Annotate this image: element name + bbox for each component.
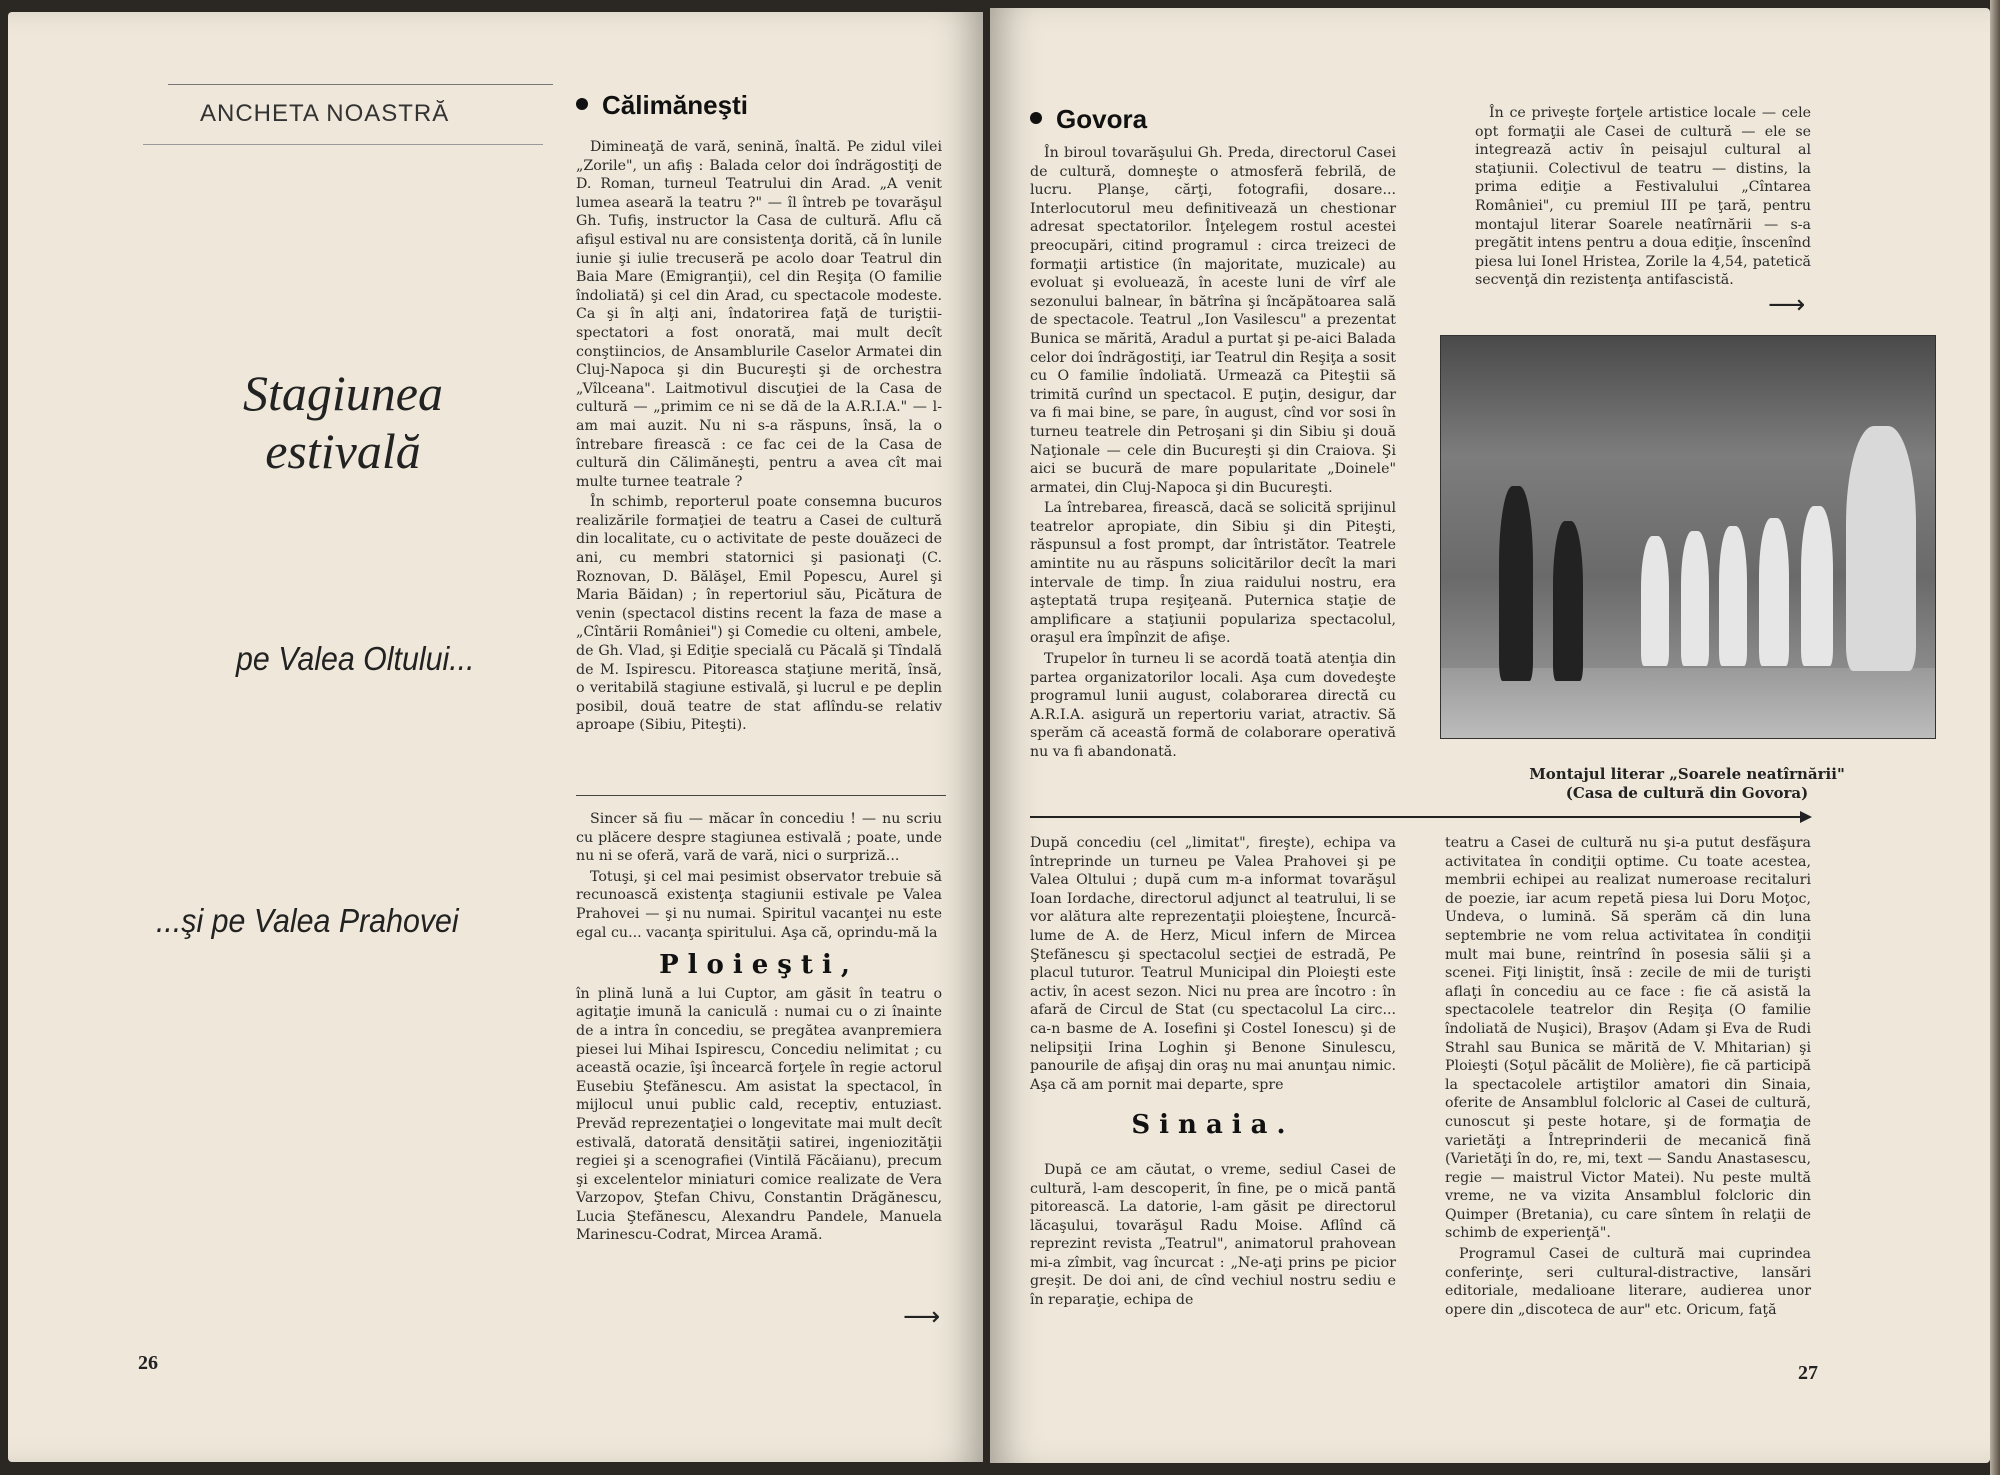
page-number-right: 27 (1798, 1362, 1818, 1384)
caption-line: (Casa de cultură din Govora) (1565, 784, 1809, 802)
subtitle-olt: pe Valea Oltului... (236, 640, 475, 677)
section-heading-govora: Govora (1030, 104, 1147, 135)
section-heading-calimanesti: Călimăneşti (576, 90, 748, 121)
section-heading-sinaia: Sinaia. (1131, 1110, 1295, 1141)
paragraph: teatru a Casei de cultură nu şi-a putut desfăşura activitatea în condiţii optime. Cu toate acestea, membrii echipei au realizat numeroase recitaluri de poezie, iar acum repetă piesa lui Doru Moţoc, Undeva, o lumină. Să sperăm că din luna septembrie ne vom relua activitatea în condiţii mult mai bune, reintrînd în posesia sălii şi a scenei. Fiţi liniştit, însă : zecile de mii de turişti aflaţi în concediu au ce face : fie că asistă la spectacolele teatrelor din Reşiţa (O familie îndoliată de Nuşici), Braşov (Adam şi Eva de Rudi Strahl sau Bunica se mărită de V. Mhitarian) şi Ploieşti (Soţul păcălit de Molière), fie că participă la spectacolele artiştilor amatori din Sinaia, oferite de Ansamblul folcloric al Casei de cultură, cunoscut şi peste hotare, şi de formaţia de varietăţi a Întreprinderii de mecanică fină (Varietăţi în do, re, mi, text — Sandu Anastasescu, regie — maistrul Victor Matei). Nu peste multă vreme, ne va vizita Ansamblul folcloric din Quimper (Bretania), cu care sîntem în relaţii de schimb de experienţă". (1445, 835, 1811, 1242)
column-ploiesti (576, 810, 942, 1247)
actor-figure (1499, 486, 1533, 681)
section-divider (576, 795, 946, 796)
bullet-icon (576, 98, 588, 110)
rubric-bottom-rule (143, 144, 543, 145)
continue-arrow-icon: ⟶ (1768, 290, 1806, 320)
stage-photo (1440, 335, 1936, 739)
paragraph: După ce am căutat, o vreme, sediul Casei de cultură, l-am descoperit, în fine, pe o mică pantă pitorească. La datorie, l-am găsit pe directorul lăcaşului, tovarăşul Radu Moise. Aflînd că reprezint revista „Teatrul", animatorul prahovean mi-a zîmbit, vag încurcat : „Ne-aţi prins pe picior greşit. De doi ani, de cînd vechiul nostru sediu e în reparaţie, echipa de (1030, 1161, 1396, 1309)
right-page (990, 8, 1990, 1463)
column-govora (1030, 144, 1396, 764)
paragraph: În schimb, reporterul poate consemna bucuros realizările formaţiei de teatru a Casei de cultură din localitate, cu o activitate de peste douăzeci de ani, cu membri statornici şi pasionaţi (C. Roznovan, D. Bălăşel, Emil Popescu, Aurel şi Maria Băidan) ; în repertoriul său, Picătura de venin (spectacol distins recent la faza de mase a „Cîntării României") şi Comedie cu olteni, ambele, de Gh. Vlad, şi Ediţie specială cu Păcală şi Tîndală de M. Ispirescu. Pitoreasca staţiune merită, însă, o veritabilă stagiune estivală, şi lucrul e pe deplin posibil, două teatre de stat aflîndu-se relativ aproape (Sibiu, Piteşti). (576, 494, 942, 734)
page-number-left: 26 (138, 1352, 158, 1374)
paragraph: Dimineaţă de vară, senină, înaltă. Pe zidul vilei „Zorile", un afiş : Balada celor doi îndrăgostiţi de D. Roman, turneul Teatrului din Arad. „A venit lumea aseară la teatru ?" — îl întreb pe tovarăşul Gh. Tufiş, instructor la Casa de cultură. Aflu că afişul estival nu are consistenţa dorită, că în lunile iunie şi iulie trecuseră pe acolo doar Teatrul din Baia Mare (Emigranţii), cel din Reşiţa (O familie îndoliată) şi cel din Arad, cu spectacole modeste. Ca şi în alţi ani, îndatorirea faţă de turiştii-spectatori a fost onorată, mai mult decît conştiincios, de Ansamblurile Caselor Armatei din Cluj-Napoca şi din Bucureşti şi de orchestra „Vîlceana". Laitmotivul discuţiei de la Casa de cultură — „primim ce ni se dă de la A.R.I.A." — l-am mai auzit. Nu ni s-a răspuns, însă, la o întrebare firească : ce fac cei de la Casa de cultură din Călimăneşti, pentru a avea cît mai multe turnee teatrale ? (576, 139, 942, 490)
column-govora-local (1475, 104, 1811, 292)
section-divider-arrow (1030, 816, 1810, 818)
column-sinaia-continued (1445, 834, 1811, 1321)
caption-line: Montajul literar „Soarele neatîrnării" (1529, 765, 1845, 783)
actor-figure (1553, 521, 1583, 681)
paragraph: Programul Casei de cultură mai cuprindea conferinţe, seri cultural-distractive, lansări editoriale, medalioane literare, audierea unor opere din „discoteca de aur" etc. Oricum, faţă (1445, 1246, 1811, 1318)
paragraph: În ce priveşte forţele artistice locale — cele opt formaţii ale Casei de cultură — ele se integrează activ în peisajul cultural al staţiunii. Colectivul de teatru — distins, la prima ediţie a Festivalului „Cîntarea României", cu premiul III pe ţară, pentru montajul literar Soarele neatîrnării — s-a pregătit intens pentru a doua ediţie, înscenînd piesa lui Ionel Hristea, Zorile la 4,54, patetică secvenţă din rezistenţa antifascistă. (1475, 105, 1811, 289)
paragraph: La întrebarea, firească, dacă se solicită sprijinul teatrelor apropiate, din Sibiu şi din Piteşti, răspunsul a fost prompt, dar întristător. Teatrele amintite nu au răspuns solicitărilor decît la mari intervale de timp. În ziua raidului nostru, era aşteptată trupa reşiţeană. Puternica staţie de amplificare a staţiunii populariza spectacolul, oraşul era împînzit de afişe. (1030, 500, 1396, 647)
paragraph: Trupelor în turneu li se acordă toată atenţia din partea organizatorilor locali. Aşa cum dovedeşte programul lunii august, colaborarea directă cu A.R.I.A. asigură un repertoriu variat, atractiv. Să sperăm că această formă de colaborare operativă nu va fi abandonată. (1030, 651, 1396, 760)
rubric-label: ANCHETA NOASTRĂ (200, 100, 450, 127)
column-calimanesti (576, 138, 942, 737)
paragraph: După concediu (cel „limitat", fireşte), echipa va întreprinde un turneu pe Valea Prahovei şi pe Valea Oltului ; după cum m-a informat tovarăşul Ioan Iordache, directorul adjunct al teatrului, li se vor alătura alte reprezentaţii ploieştene, Încurcă-lume de A. de Herz, Micul infern de Mircea Ştefănescu şi spectacolul secţiei de estradă, Pe placul tuturor. Teatrul Municipal din Ploieşti este activ, în acest sezon. Nici nu prea are încotro : în afară de Circul de Stat (cu spectacolul La circ... ca-n basme de A. Iosefini şi Costel Ionescu) şi de nelipsiţii Irina Loghin şi Benone Sinulescu, panourile de afişaj din oraş nu mai anunţau nimic. Aşa că am pornit mai departe, spre (1030, 835, 1396, 1093)
paragraph: În biroul tovarăşului Gh. Preda, directorul Casei de cultură, domneşte o atmosferă febrilă, de lucru. Planşe, cărţi, fotografii, dosare... Interlocutorul meu definitivează un chestionar adresat spectatorilor. Înţelegem rostul acestei preocupări, citind programul : circa treizeci de formaţii artistice (în majoritate, muzicale) au evoluat şi evoluează, în aceste luni de vîrf ale sezonului balnear, în bătrîna şi încăpătoarea sală de spectacole. Teatrul „Ion Vasilescu" a prezentat Bunica se mărită, Aradul a purtat şi pe-aici Balada celor doi îndrăgostiţi, iar Teatrul din Reşiţa a sosit cu O familie îndoliată. Urmează ca Piteştii să trimită curînd un spectacol. E puţin, desigur, dar va fi mai bine, se pare, în august, cînd vor sosi în turneu teatrele din Petroşani şi din Sibiu şi două Naţionale — cele din Bucureşti şi din Craiova. Şi aici se bucură de mare popularitate „Doinele" armatei, din Cluj-Napoca şi din Bucureşti. (1030, 145, 1396, 496)
paragraph: Totuşi, şi cel mai pesimist observator trebuie să recunoască existenţa stagiunii estivale pe Valea Prahovei — şi nu numai. Spiritul vacanţei nu este egal cu... vacanţa spiritului. Aşa că, oprindu-mă la (576, 868, 942, 941)
subtitle-prahova: ...şi pe Valea Prahovei (156, 902, 459, 939)
section-heading-ploiesti: Ploieşti, (659, 950, 859, 981)
actor-figure (1641, 536, 1669, 666)
paragraph: în plină lună a lui Cuptor, am găsit în teatru o agitaţie imună la caniculă : numai cu o zi înainte de a intra în concediu, se pregătea avanpremiera piesei lui Mihai Ispirescu, Concediu nelimitat ; cu această ocazie, îşi încearcă forţele în regie actorul Eusebiu Ştefănescu. Am asistat la spectacol, în mijlocul unui public cald, receptiv, entuziast. Prevăd reprezentaţiei o longevitate mai mult decît estivală, datorată densităţii satirei, ingeniozităţii regiei şi a scenografiei (Vintilă Făcăianu), precum şi excelentelor miniaturi comice realizate de Vera Varzopov, Ştefan Chivu, Constantin Drăgănescu, Lucia Ştefănescu, Alexandru Pandele, Manuela Marinescu-Codrat, Mircea Aramă. (576, 985, 942, 1244)
bullet-icon (1030, 112, 1042, 124)
actor-figure (1846, 426, 1916, 671)
column-ploiesti-continued (1030, 834, 1396, 1312)
feature-title: Stagiunea estivală (243, 365, 443, 479)
rubric-top-rule (168, 84, 553, 85)
paragraph: Sincer să fiu — măcar în concediu ! — nu scriu cu plăcere despre stagiunea estivală ; poate, unde nu ni se oferă, vară de vară, nici o surpriză... (576, 811, 942, 865)
left-page (8, 12, 983, 1462)
continue-arrow-icon: ⟶ (903, 1302, 941, 1332)
actor-figure (1719, 526, 1747, 666)
book-edge (1990, 0, 2000, 1475)
actor-figure (1759, 518, 1789, 666)
actor-figure (1681, 531, 1709, 666)
actor-figure (1801, 506, 1833, 666)
photo-caption (1440, 765, 1934, 803)
